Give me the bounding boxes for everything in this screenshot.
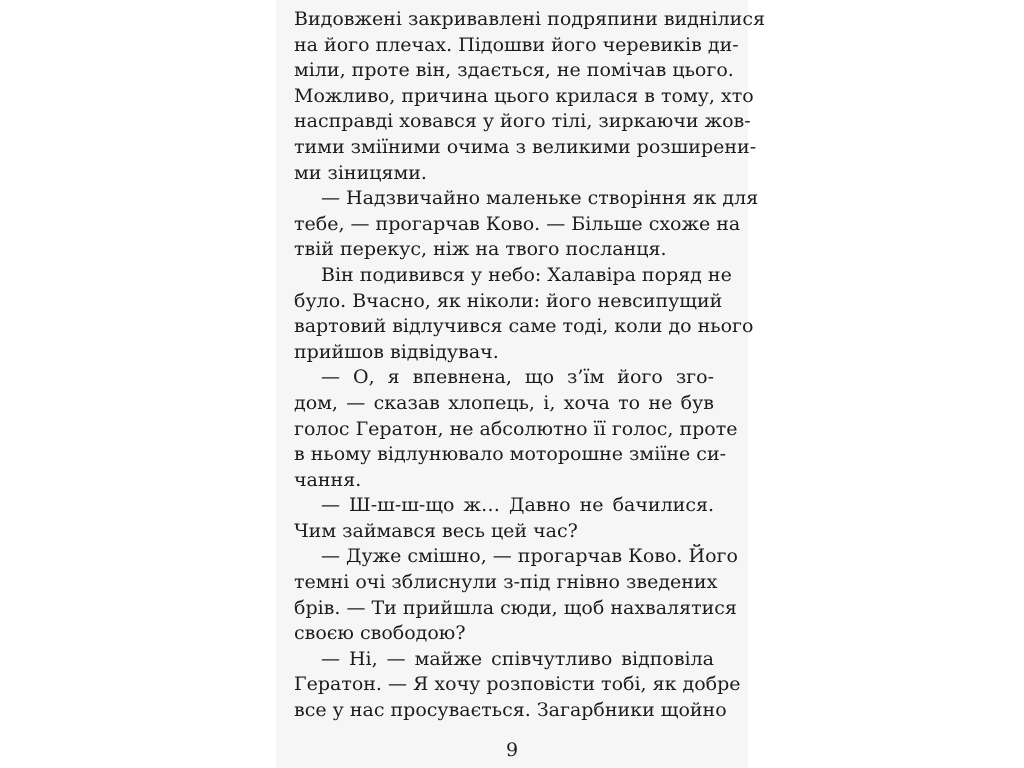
text-line: брів. — Ти прийшла сюди, щоб нахвалятися: [294, 596, 737, 619]
text-line: — Надзвичайно маленьке створіння як для: [321, 187, 759, 210]
text-line: Видовжені закривавлені подряпини виднілися: [294, 8, 765, 30]
text-line: тими зміїними очима з великими розширени-: [294, 135, 757, 158]
text-line: своєю свободою?: [294, 622, 466, 645]
text-line: Чим займався весь цей час?: [294, 519, 578, 542]
text-line: Можливо, причина цього крилася в тому, хто: [294, 84, 754, 107]
text-line: на його плечах. Підошви його черевиків ди-: [294, 33, 739, 56]
text-line: було. Вчасно, як ніколи: його невсипущий: [294, 289, 723, 312]
text-line: — О, я впевнена, що з’їм його зго-: [321, 366, 714, 389]
text-line: Гератон. — Я хочу розповісти тобі, як добре: [294, 673, 741, 696]
text-line: дом, — сказав хлопець, і, хоча то не був: [294, 391, 714, 414]
text-line: — Ні, — майже співчутливо відповіла: [321, 647, 714, 670]
text-line: ми зіницями.: [294, 161, 427, 184]
text-line: Він подивився у небо: Халавіра поряд не: [321, 263, 732, 286]
text-line: — Дуже смішно, — прогарчав Ково. Його: [321, 545, 738, 568]
text-line: темні очі зблиснули з-під гнівно зведених: [294, 571, 718, 594]
page-text: [294, 7, 765, 724]
page-number: 9: [505, 739, 519, 761]
text-line: вартовий відлучився саме тоді, коли до нього: [294, 315, 754, 338]
text-line: чання.: [294, 468, 362, 491]
text-line: прийшов відвідувач.: [294, 340, 499, 363]
text-line: насправді ховався у його тілі, зиркаючи жов-: [294, 110, 751, 133]
text-line: голос Гератон, не абсолютно її голос, проте: [294, 417, 738, 440]
text-line: — Ш-ш-ш-що ж… Давно не бачилися.: [321, 494, 714, 517]
text-line: в ньому відлунювало моторошне зміїне си-: [294, 443, 727, 466]
book-page: [276, 0, 765, 768]
text-line: все у нас просувається. Загарбники щойно: [294, 699, 727, 722]
text-line: тебе, — прогарчав Ково. — Більше схоже на: [294, 212, 741, 235]
text-line: твій перекус, ніж на твого посланця.: [294, 238, 667, 261]
text-line: міли, проте він, здається, не помічав цього.: [294, 59, 734, 82]
